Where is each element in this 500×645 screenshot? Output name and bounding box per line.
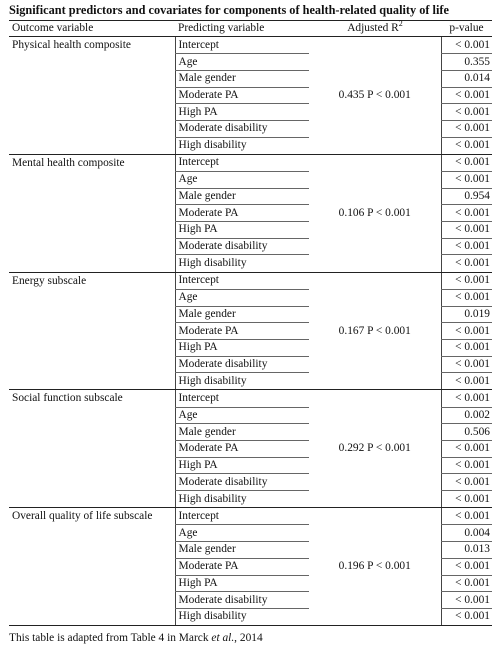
pvalue-cell: 0.013 [441,542,492,559]
predictor-cell: Age [175,54,309,71]
outcome-cell [9,558,175,575]
predictor-cell: High disability [175,137,309,154]
predictor-cell: Moderate PA [175,205,309,222]
outcome-cell [9,474,175,491]
table-row [9,188,492,205]
predictor-cell: Moderate PA [175,558,309,575]
outcome-cell [9,120,175,137]
pvalue-cell: < 0.001 [441,474,492,491]
predictor-cell: Moderate disability [175,238,309,255]
pvalue-cell: < 0.001 [441,104,492,121]
outcome-cell [9,87,175,104]
predictor-cell: Moderate PA [175,441,309,458]
outcome-cell [9,70,175,87]
pvalue-cell: < 0.001 [441,323,492,340]
pvalue-cell: < 0.001 [441,137,492,154]
pvalue-cell: 0.019 [441,306,492,323]
table-row [9,172,492,189]
predictor-cell: Age [175,289,309,306]
pvalue-cell: < 0.001 [441,154,492,171]
pvalue-cell: < 0.001 [441,205,492,222]
header-pvalue: p-value [441,21,492,37]
outcome-cell: Energy subscale [12,274,87,287]
pvalue-cell: < 0.001 [441,87,492,104]
predictor-cell: Male gender [175,424,309,441]
table-title: Significant predictors and covariates for components of health-related quality of life [9,3,449,17]
header-adjusted-label: Adjusted R [347,22,399,34]
results-table [9,20,492,626]
table-row [9,356,492,373]
outcome-cell: Physical health composite [12,39,131,51]
predictor-cell: High PA [175,457,309,474]
header-predicting: Predicting variable [175,21,309,37]
outcome-cell [9,238,175,255]
table-footnote [9,631,492,645]
table-row [9,441,492,458]
table-row [9,205,492,222]
predictor-cell: High disability [175,373,309,390]
pvalue-cell: < 0.001 [441,508,492,525]
adjusted-r2-cell [309,120,441,137]
table-body [9,37,492,626]
outcome-cell [9,592,175,609]
outcome-cell [9,306,175,323]
adjusted-r2-cell [309,339,441,356]
outcome-cell [9,289,175,306]
adjusted-r2-cell [309,592,441,609]
adjusted-r2-cell [309,104,441,121]
adjusted-r2-cell: 0.196 P < 0.001 [338,560,411,573]
adjusted-r2-cell [309,37,441,54]
predictor-cell: Intercept [175,272,309,289]
predictor-cell: High disability [175,491,309,508]
predictor-cell: Age [175,407,309,424]
outcome-cell [9,104,175,121]
outcome-cell [9,525,175,542]
adjusted-r2-cell [309,575,441,592]
pvalue-cell: < 0.001 [441,356,492,373]
table-row [9,104,492,121]
pvalue-cell: < 0.001 [441,373,492,390]
adjusted-r2-cell: 0.435 P < 0.001 [338,88,411,101]
adjusted-r2-cell [309,154,441,171]
outcome-cell [9,172,175,189]
outcome-cell [9,542,175,559]
pvalue-cell: < 0.001 [441,272,492,289]
outcome-cell [9,222,175,239]
adjusted-r2-cell [309,457,441,474]
table-row [9,474,492,491]
pvalue-cell: < 0.001 [441,120,492,137]
pvalue-cell: < 0.001 [441,441,492,458]
header-adjusted [309,21,441,37]
outcome-cell [9,373,175,390]
adjusted-r2-cell [309,289,441,306]
outcome-cell [9,424,175,441]
predictor-cell: High PA [175,222,309,239]
pvalue-cell: < 0.001 [441,37,492,54]
predictor-cell: High PA [175,339,309,356]
table-row [9,255,492,272]
predictor-cell: Moderate disability [175,120,309,137]
pvalue-cell: 0.004 [441,525,492,542]
pvalue-cell: < 0.001 [441,491,492,508]
pvalue-cell: 0.002 [441,407,492,424]
adjusted-r2-cell [309,54,441,71]
table-row [9,542,492,559]
footnote-prefix: This table is adapted from Table 4 in Marck [9,632,212,645]
table-container [9,2,492,645]
pvalue-cell: < 0.001 [441,390,492,407]
pvalue-cell: 0.014 [441,70,492,87]
table-row [9,137,492,154]
table-row [9,306,492,323]
footnote-italic: et al. [211,632,235,645]
adjusted-r2-cell [309,424,441,441]
predictor-cell: Intercept [175,37,309,54]
adjusted-r2-cell [309,542,441,559]
outcome-cell [9,575,175,592]
adjusted-r2-cell [309,238,441,255]
footnote-suffix: , 2014 [234,632,263,645]
outcome-cell [9,188,175,205]
adjusted-r2-cell [309,356,441,373]
predictor-cell: Male gender [175,542,309,559]
adjusted-r2-cell [309,525,441,542]
outcome-cell [9,323,175,340]
predictor-cell: Moderate PA [175,323,309,340]
header-outcome: Outcome variable [9,21,175,37]
predictor-cell: Moderate disability [175,592,309,609]
table-row [9,154,492,171]
table-row [9,37,492,54]
adjusted-r2-cell: 0.167 P < 0.001 [338,324,411,337]
predictor-cell: Male gender [175,70,309,87]
table-row [9,54,492,71]
adjusted-r2-cell [309,508,441,525]
table-row [9,558,492,575]
adjusted-r2-cell [309,491,441,508]
adjusted-r2-cell [309,306,441,323]
predictor-cell: Intercept [175,508,309,525]
adjusted-r2-cell [309,474,441,491]
adjusted-r2-cell [309,70,441,87]
outcome-cell: Overall quality of life subscale [12,510,153,523]
predictor-cell: High disability [175,255,309,272]
table-row [9,272,492,289]
outcome-cell [9,356,175,373]
pvalue-cell: < 0.001 [441,339,492,356]
adjusted-r2-cell: 0.106 P < 0.001 [338,206,411,219]
table-row [9,70,492,87]
predictor-cell: Moderate disability [175,474,309,491]
table-row [9,238,492,255]
adjusted-r2-cell [309,390,441,407]
pvalue-cell: < 0.001 [441,172,492,189]
predictor-cell: Age [175,172,309,189]
adjusted-r2-cell [309,222,441,239]
header-adjusted-sup: 2 [398,19,403,29]
table-row [9,608,492,625]
adjusted-r2-cell [309,188,441,205]
outcome-cell [9,205,175,222]
outcome-cell [9,491,175,508]
pvalue-cell: < 0.001 [441,608,492,625]
predictor-cell: Moderate disability [175,356,309,373]
table-row [9,120,492,137]
pvalue-cell: < 0.001 [441,592,492,609]
table-row [9,575,492,592]
table-row [9,491,492,508]
pvalue-cell: < 0.001 [441,558,492,575]
table-row [9,508,492,525]
outcome-cell [9,137,175,154]
table-row [9,525,492,542]
table-row [9,323,492,340]
table-row [9,457,492,474]
outcome-cell [9,608,175,625]
predictor-cell: Male gender [175,188,309,205]
table-row [9,222,492,239]
outcome-cell: Mental health composite [12,156,125,169]
pvalue-cell: < 0.001 [441,575,492,592]
header-row [9,21,492,37]
pvalue-cell: 0.506 [441,424,492,441]
adjusted-r2-cell [309,137,441,154]
adjusted-r2-cell [309,407,441,424]
table-row [9,390,492,407]
predictor-cell: Age [175,525,309,542]
table-row [9,339,492,356]
pvalue-cell: 0.954 [441,188,492,205]
adjusted-r2-cell [309,272,441,289]
outcome-cell [9,54,175,71]
adjusted-r2-cell [309,255,441,272]
outcome-cell [9,407,175,424]
pvalue-cell: < 0.001 [441,255,492,272]
pvalue-cell: < 0.001 [441,457,492,474]
predictor-cell: Intercept [175,154,309,171]
outcome-cell [9,457,175,474]
outcome-cell [9,255,175,272]
table-row [9,407,492,424]
pvalue-cell: 0.355 [441,54,492,71]
pvalue-cell: < 0.001 [441,238,492,255]
table-row [9,424,492,441]
predictor-cell: Male gender [175,306,309,323]
table-row [9,289,492,306]
outcome-cell [9,441,175,458]
adjusted-r2-cell: 0.292 P < 0.001 [338,442,411,455]
predictor-cell: Moderate PA [175,87,309,104]
table-row [9,87,492,104]
table-row [9,592,492,609]
pvalue-cell: < 0.001 [441,222,492,239]
pvalue-cell: < 0.001 [441,289,492,306]
table-row [9,373,492,390]
predictor-cell: Intercept [175,390,309,407]
predictor-cell: High disability [175,608,309,625]
outcome-cell [9,339,175,356]
predictor-cell: High PA [175,104,309,121]
adjusted-r2-cell [309,608,441,625]
adjusted-r2-cell [309,172,441,189]
adjusted-r2-cell [309,373,441,390]
predictor-cell: High PA [175,575,309,592]
outcome-cell: Social function subscale [12,392,123,405]
